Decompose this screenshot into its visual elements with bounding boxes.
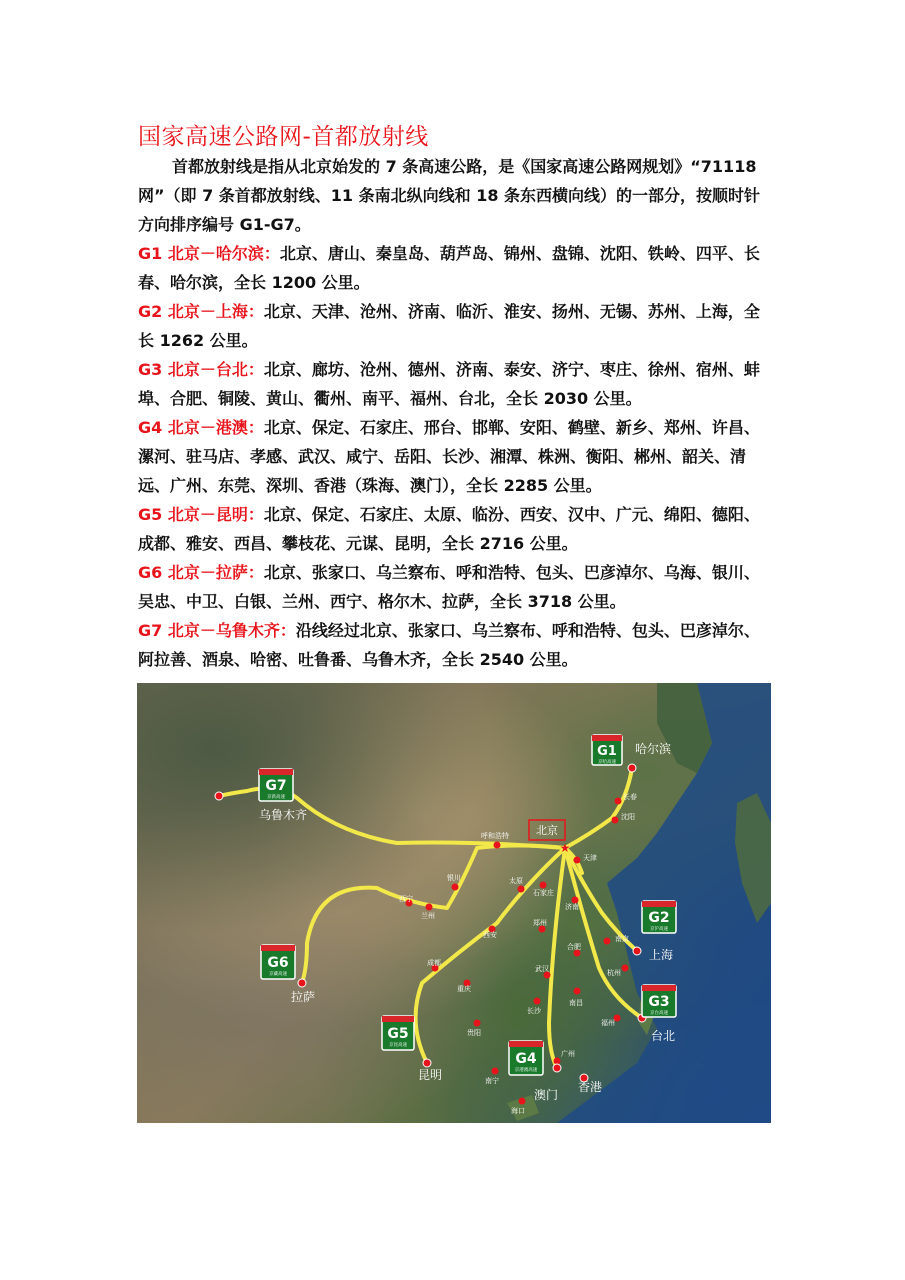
city-label: 银川: [447, 874, 461, 882]
beijing-star-icon: ★: [559, 841, 571, 855]
route-label: G4 北京－港澳：: [138, 418, 264, 437]
route-g7: [138, 616, 772, 674]
city-fuzhou: [601, 1015, 621, 1028]
city-nanning: [485, 1068, 499, 1086]
city-hangzhou: [607, 965, 629, 978]
sign-g7: [259, 769, 293, 801]
city-label: 武汉: [535, 965, 549, 973]
city-tianjin: [574, 853, 598, 864]
route-label: G3 北京－台北：: [138, 360, 264, 379]
sign-code: G2: [648, 910, 670, 926]
city-hefei: [567, 942, 581, 957]
route-text: 北京、唐山、秦皇岛、葫芦岛、锦州、盘锦、沈阳、铁岭、四平、长春、哈尔滨，全长 1200 公里。: [138, 244, 760, 292]
city-dot: [492, 1068, 499, 1075]
highway-map: [137, 683, 771, 1123]
article-body: [138, 152, 772, 674]
city-label: 海口: [511, 1107, 525, 1115]
sign-g2: [642, 901, 676, 933]
route-label: G1 北京－哈尔滨：: [138, 244, 280, 263]
endpoint-dot: [553, 1064, 561, 1072]
sign-code: G5: [387, 1026, 409, 1042]
sign-top-band: [382, 1016, 414, 1022]
city-dot: [494, 842, 501, 849]
route-g1: [138, 239, 772, 297]
city-label: 太原: [509, 877, 523, 885]
endpoint-dot: [215, 792, 223, 800]
city-label: 长春: [623, 793, 637, 801]
city-dot: [622, 965, 629, 972]
route-text: 北京、天津、沧州、济南、临沂、淮安、扬州、无锡、苏州、上海，全长 1262 公里。: [138, 302, 760, 350]
city-label: 长沙: [527, 1007, 541, 1015]
city-dot: [615, 798, 622, 805]
city-zhengzhou: [533, 918, 547, 933]
endpoint-dot: [628, 764, 636, 772]
city-label: 广州: [561, 1050, 575, 1058]
city-taiyuan: [509, 876, 525, 893]
intro-paragraph: 首都放射线是指从北京始发的 7 条高速公路，是《国家高速公路网规划》“71118 网”（即 7 条首都放射线、11 条南北纵向线和 18 条东西横向线）的一部分，按顺时针方向排序编号 G1-G7。: [138, 157, 761, 234]
sign-g4: [509, 1041, 543, 1075]
city-label-shanghai: 上海: [649, 948, 674, 962]
city-label: 合肥: [567, 943, 581, 951]
route-g4-line: [549, 848, 565, 1068]
major-city-labels: [259, 741, 675, 1102]
city-dot: [426, 904, 433, 911]
city-label: 西安: [483, 931, 497, 939]
city-dot: [534, 998, 541, 1005]
sign-name: 京港澳高速: [514, 1068, 538, 1073]
route-g6: [138, 558, 772, 616]
city-label: 天津: [583, 854, 597, 862]
city-changchun: [615, 792, 638, 805]
city-nanjing: [604, 934, 630, 945]
endpoint-dot: [423, 1059, 431, 1067]
city-changsha: [527, 998, 542, 1016]
sign-code: G4: [515, 1051, 537, 1067]
beijing-marker: [529, 820, 570, 855]
route-label: G6 北京－拉萨：: [138, 563, 264, 582]
sign-top-band: [259, 769, 293, 775]
city-nanchang: [569, 988, 583, 1008]
route-text: 北京、张家口、乌兰察布、呼和浩特、包头、巴彦淖尔、乌海、银川、吴忠、中卫、白银、兰州、西宁、格尔木、拉萨，全长 3718 公里。: [138, 563, 760, 611]
city-dot: [540, 882, 547, 889]
sign-name: 京藏高速: [269, 972, 287, 977]
city-label: 杭州: [607, 969, 621, 977]
route-label: G7 北京－乌鲁木齐：: [138, 621, 296, 640]
city-dot: [452, 884, 459, 891]
sign-name: 京昆高速: [389, 1043, 407, 1048]
city-label: 西宁: [399, 895, 413, 903]
sign-code: G6: [267, 955, 289, 971]
route-g2: [138, 297, 772, 355]
city-dot: [519, 1098, 526, 1105]
city-label-lhasa: 拉萨: [291, 990, 316, 1004]
city-label: 贵阳: [467, 1029, 481, 1037]
sign-g1: [592, 735, 622, 765]
beijing-label: 北京: [536, 824, 558, 837]
city-label-kunming: 昆明: [418, 1068, 443, 1082]
sign-code: G7: [265, 778, 287, 794]
city-label: 兰州: [421, 912, 435, 920]
city-label: 石家庄: [533, 889, 554, 897]
route-g4: [138, 413, 772, 500]
map-svg: [137, 683, 771, 1123]
city-dot: [518, 886, 525, 893]
city-dot: [474, 1020, 481, 1027]
city-label: 南京: [615, 935, 629, 943]
city-shijiazhuang: [533, 882, 554, 898]
city-wuhan: [535, 964, 551, 979]
route-g5-line: [416, 848, 565, 1063]
city-label: 重庆: [457, 985, 471, 993]
sign-top-band: [261, 945, 295, 951]
city-label-taipei: 台北: [651, 1029, 676, 1043]
city-chongqing: [457, 980, 471, 994]
sign-g3: [642, 985, 676, 1017]
city-guiyang: [467, 1020, 481, 1038]
city-dot: [612, 817, 619, 824]
city-label: 南宁: [485, 1077, 499, 1085]
city-label-harbin: 哈尔滨: [635, 742, 672, 756]
city-label-hongkong: 香港: [578, 1080, 603, 1094]
route-text: 沿线经过北京、张家口、乌兰察布、呼和浩特、包头、巴彦淖尔、阿拉善、酒泉、哈密、吐鲁番、乌鲁木齐，全长 2540 公里。: [138, 621, 760, 669]
city-label: 福州: [601, 1019, 615, 1027]
route-g5: [138, 500, 772, 558]
city-label: 郑州: [533, 919, 547, 927]
city-guangzhou: [554, 1049, 576, 1065]
sign-top-band: [642, 901, 676, 907]
page-title: 国家高速公路网-首都放射线: [138, 124, 429, 150]
sign-name: 京沪高速: [650, 927, 668, 932]
city-label: 呼和浩特: [481, 832, 509, 840]
city-label-urumqi: 乌鲁木齐: [259, 808, 308, 822]
city-label: 成都: [427, 959, 441, 967]
route-text: 北京、保定、石家庄、太原、临汾、西安、汉中、广元、绵阳、德阳、成都、雅安、西昌、攀枝花、元谋、昆明，全长 2716 公里。: [138, 505, 760, 553]
city-jinan: [565, 897, 579, 912]
city-dot: [554, 1058, 561, 1065]
sign-code: G1: [597, 744, 617, 759]
sign-top-band: [642, 985, 676, 991]
endpoint-dot: [633, 947, 641, 955]
endpoint-dot: [298, 979, 306, 987]
sign-name: 京哈高速: [598, 760, 616, 765]
city-label: 南昌: [569, 999, 583, 1007]
route-label: G5 北京－昆明：: [138, 505, 264, 524]
city-xian: [483, 926, 497, 940]
route-text: 北京、保定、石家庄、邢台、邯郸、安阳、鹤壁、新乡、郑州、许昌、漯河、驻马店、孝感、武汉、咸宁、岳阳、长沙、湘潭、株洲、衡阳、郴州、韶关、清远、广州、东莞、深圳、香港（珠海、澳门），全长 2285 公里。: [138, 418, 760, 495]
route-g1-line: [565, 768, 632, 848]
city-label-macau: 澳门: [534, 1088, 559, 1102]
route-label: G2 北京－上海：: [138, 302, 264, 321]
city-label: 济南: [565, 903, 579, 911]
route-text: 北京、廊坊、沧州、德州、济南、泰安、济宁、枣庄、徐州、宿州、蚌埠、合肥、铜陵、黄山、衢州、南平、福州、台北，全长 2030 公里。: [138, 360, 760, 408]
city-dot: [604, 938, 611, 945]
sign-top-band: [592, 735, 622, 741]
sign-g6: [261, 945, 295, 979]
sign-name: 京台高速: [650, 1011, 668, 1016]
sign-code: G3: [648, 994, 670, 1010]
city-dot: [574, 857, 581, 864]
city-dot: [574, 988, 581, 995]
sign-top-band: [509, 1041, 543, 1047]
route-g3: [138, 355, 772, 413]
city-xining: [399, 894, 413, 907]
city-label: 沈阳: [621, 813, 635, 821]
sign-name: 京新高速: [267, 795, 285, 800]
sign-g5: [382, 1016, 414, 1050]
